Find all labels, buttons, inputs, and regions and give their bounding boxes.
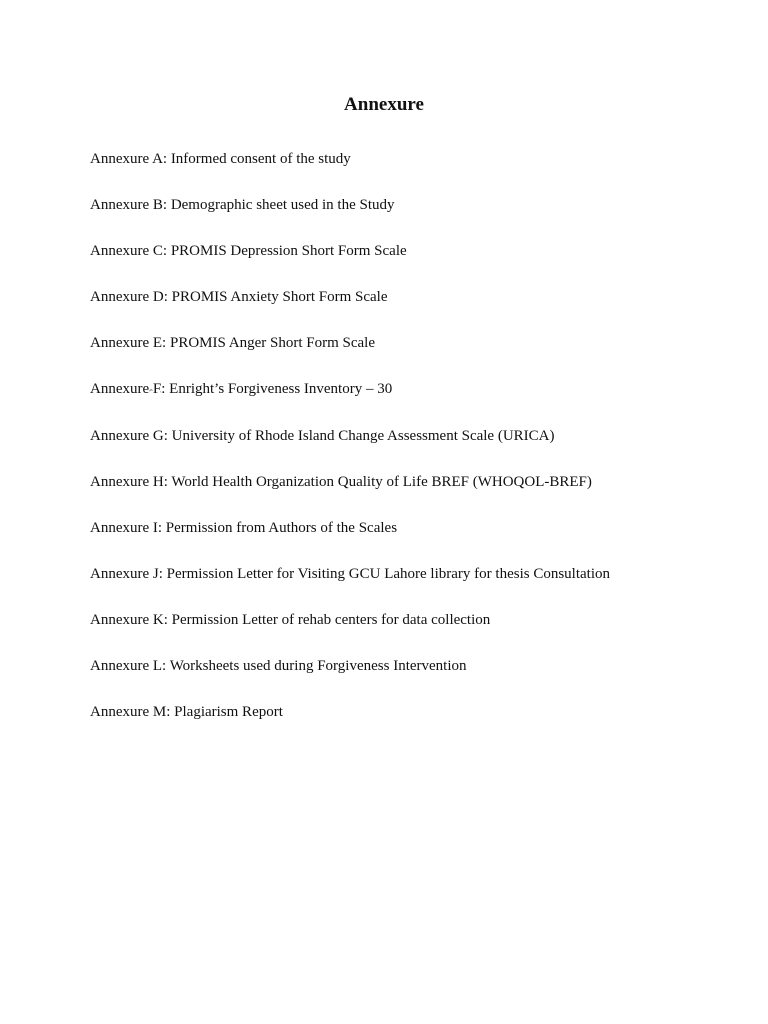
annexure-b-entry: Annexure B: Demographic sheet used in the Study (90, 197, 395, 214)
annexure-f-label: Annexure F (90, 381, 162, 398)
annexure-f-entry (90, 379, 730, 399)
annexure-g-entry: Annexure G: University of Rhode Island Change Assessment Scale (URICA) (90, 427, 555, 444)
annexure-f-author: Enright (169, 381, 215, 398)
annexure-k-entry: Annexure K: Permission Letter of rehab centers for data collection (90, 611, 491, 628)
annexure-d-entry: Annexure D: PROMIS Anxiety Short Form Scale (90, 289, 388, 306)
page-title: Annexure (344, 94, 424, 115)
annexure-c-entry: Annexure C: PROMIS Depression Short Form Scale (90, 243, 407, 260)
annexure-f-separator: : (161, 381, 170, 398)
annexure-e-entry: Annexure E: PROMIS Anger Short Form Scale (90, 335, 375, 352)
annexure-list (90, 149, 730, 748)
annexure-j-entry: Annexure J: Permission Letter for Visiting GCU Lahore library for thesis Consultation (90, 565, 610, 582)
annexure-f-rest: ’s Forgiveness Inventory – 30 (214, 381, 393, 398)
annexure-m-entry: Annexure M: Plagiarism Report (90, 704, 283, 721)
annexure-h-entry: Annexure H: World Health Organization Quality of Life BREF (WHOQOL-BREF) (90, 473, 592, 490)
annexure-l-entry: Annexure L: Worksheets used during Forgiveness Intervention (90, 658, 467, 675)
annexure-i-entry: Annexure I: Permission from Authors of the Scales (90, 519, 398, 536)
annexure-a-entry: Annexure A: Informed consent of the study (90, 151, 351, 167)
